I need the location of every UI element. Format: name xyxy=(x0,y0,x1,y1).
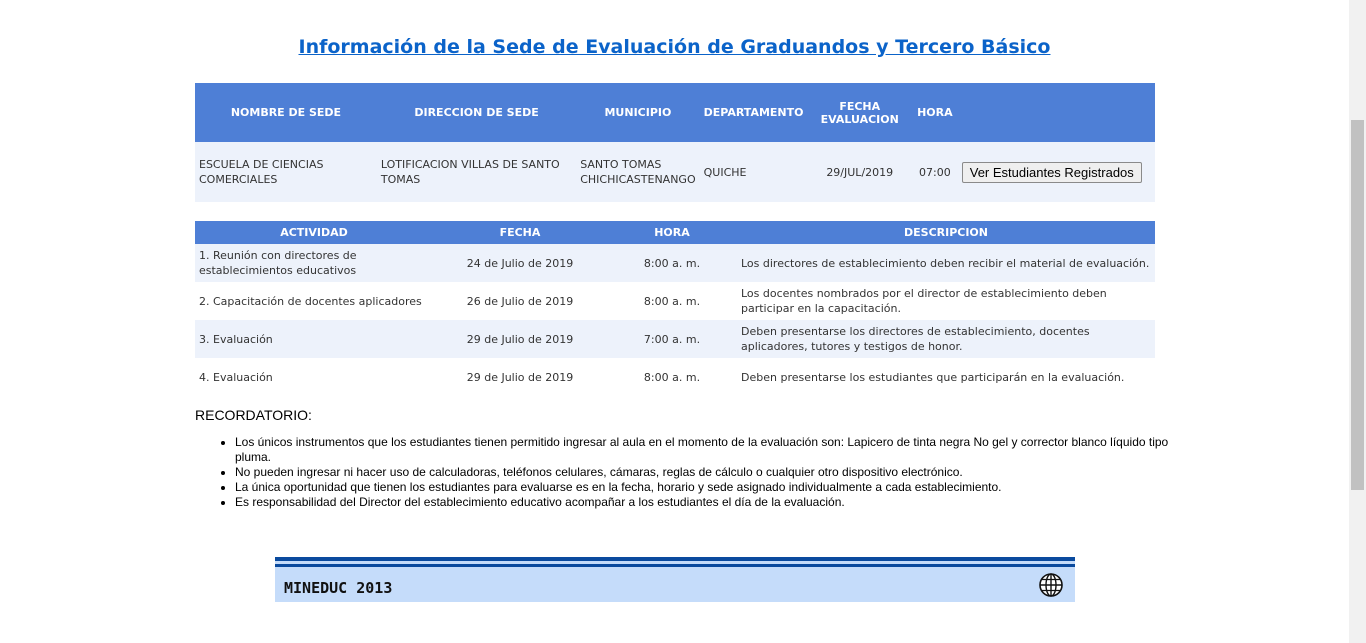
header-act-fecha: FECHA xyxy=(433,221,607,244)
activity-name: 4. Evaluación xyxy=(195,358,433,396)
header-fecha-evaluacion: FECHA EVALUACION xyxy=(808,83,912,142)
activity-description: Los directores de establecimiento deben recibir el material de evaluación. xyxy=(737,244,1155,282)
header-direccion: DIRECCION DE SEDE xyxy=(377,83,576,142)
scrollbar-thumb[interactable] xyxy=(1351,120,1364,490)
list-item: • Los únicos instrumentos que los estudiantes tienen permitido ingresar al aula en el momento de la evaluación son: Lapicero de tinta negra No gel y corrector blanco líquido tipo pluma. xyxy=(235,435,1185,465)
activity-time: 7:00 a. m. xyxy=(607,320,737,358)
activity-date: 29 de Julio de 2019 xyxy=(433,320,607,358)
activity-date: 29 de Julio de 2019 xyxy=(433,358,607,396)
header-municipio: MUNICIPIO xyxy=(576,83,699,142)
header-departamento: DEPARTAMENTO xyxy=(700,83,808,142)
footer-brand: MINEDUC 2013 xyxy=(284,579,393,597)
table-row xyxy=(195,244,1155,282)
activities-header-row xyxy=(195,221,1155,244)
sede-table xyxy=(195,83,1155,202)
sede-municipio: SANTO TOMAS CHICHICASTENANGO xyxy=(576,142,699,202)
table-row xyxy=(195,320,1155,358)
activity-time: 8:00 a. m. xyxy=(607,358,737,396)
activity-name: 2. Capacitación de docentes aplicadores xyxy=(195,282,433,320)
table-row xyxy=(195,358,1155,396)
ver-estudiantes-button[interactable]: Ver Estudiantes Registrados xyxy=(962,162,1142,183)
header-actions xyxy=(958,83,1155,142)
page-title[interactable]: Información de la Sede de Evaluación de Graduandos y Tercero Básico xyxy=(298,36,1051,58)
globe-icon[interactable] xyxy=(1039,573,1063,597)
sede-header-row xyxy=(195,83,1155,142)
activity-name: 3. Evaluación xyxy=(195,320,433,358)
sede-row xyxy=(195,142,1155,202)
header-act-hora: HORA xyxy=(607,221,737,244)
reminder-title: RECORDATORIO: xyxy=(195,407,312,423)
sede-nombre: ESCUELA DE CIENCIAS COMERCIALES xyxy=(195,142,377,202)
footer-divider xyxy=(275,564,1075,567)
reminder-list xyxy=(195,435,1185,510)
header-hora: HORA xyxy=(912,83,958,142)
sede-hora: 07:00 xyxy=(912,142,958,202)
activity-date: 26 de Julio de 2019 xyxy=(433,282,607,320)
footer xyxy=(275,557,1075,602)
activities-table xyxy=(195,221,1155,396)
activity-description: Deben presentarse los estudiantes que participarán en la evaluación. xyxy=(737,358,1155,396)
list-item: • Es responsabilidad del Director del establecimiento educativo acompañar a los estudiantes el día de la evaluación. xyxy=(235,495,1185,510)
vertical-scrollbar[interactable] xyxy=(1349,0,1366,643)
sede-fecha: 29/JUL/2019 xyxy=(808,142,912,202)
activity-time: 8:00 a. m. xyxy=(607,282,737,320)
table-row xyxy=(195,282,1155,320)
sede-departamento: QUICHE xyxy=(700,142,808,202)
activity-name: 1. Reunión con directores de establecimientos educativos xyxy=(195,244,433,282)
list-item: • La única oportunidad que tienen los estudiantes para evaluarse es en la fecha, horario y sede asignado individualmente a cada establecimiento. xyxy=(235,480,1185,495)
list-item: • No pueden ingresar ni hacer uso de calculadoras, teléfonos celulares, cámaras, reglas de cálculo o cualquier otro dispositivo electrónico. xyxy=(235,465,1185,480)
header-actividad: ACTIVIDAD xyxy=(195,221,433,244)
header-nombre: NOMBRE DE SEDE xyxy=(195,83,377,142)
sede-actions xyxy=(958,142,1155,202)
activity-description: Los docentes nombrados por el director de establecimiento deben participar en la capacitación. xyxy=(737,282,1155,320)
activity-time: 8:00 a. m. xyxy=(607,244,737,282)
sede-direccion: LOTIFICACION VILLAS DE SANTO TOMAS xyxy=(377,142,576,202)
activity-date: 24 de Julio de 2019 xyxy=(433,244,607,282)
header-descripcion: DESCRIPCION xyxy=(737,221,1155,244)
activity-description: Deben presentarse los directores de establecimiento, docentes aplicadores, tutores y testigos de honor. xyxy=(737,320,1155,358)
